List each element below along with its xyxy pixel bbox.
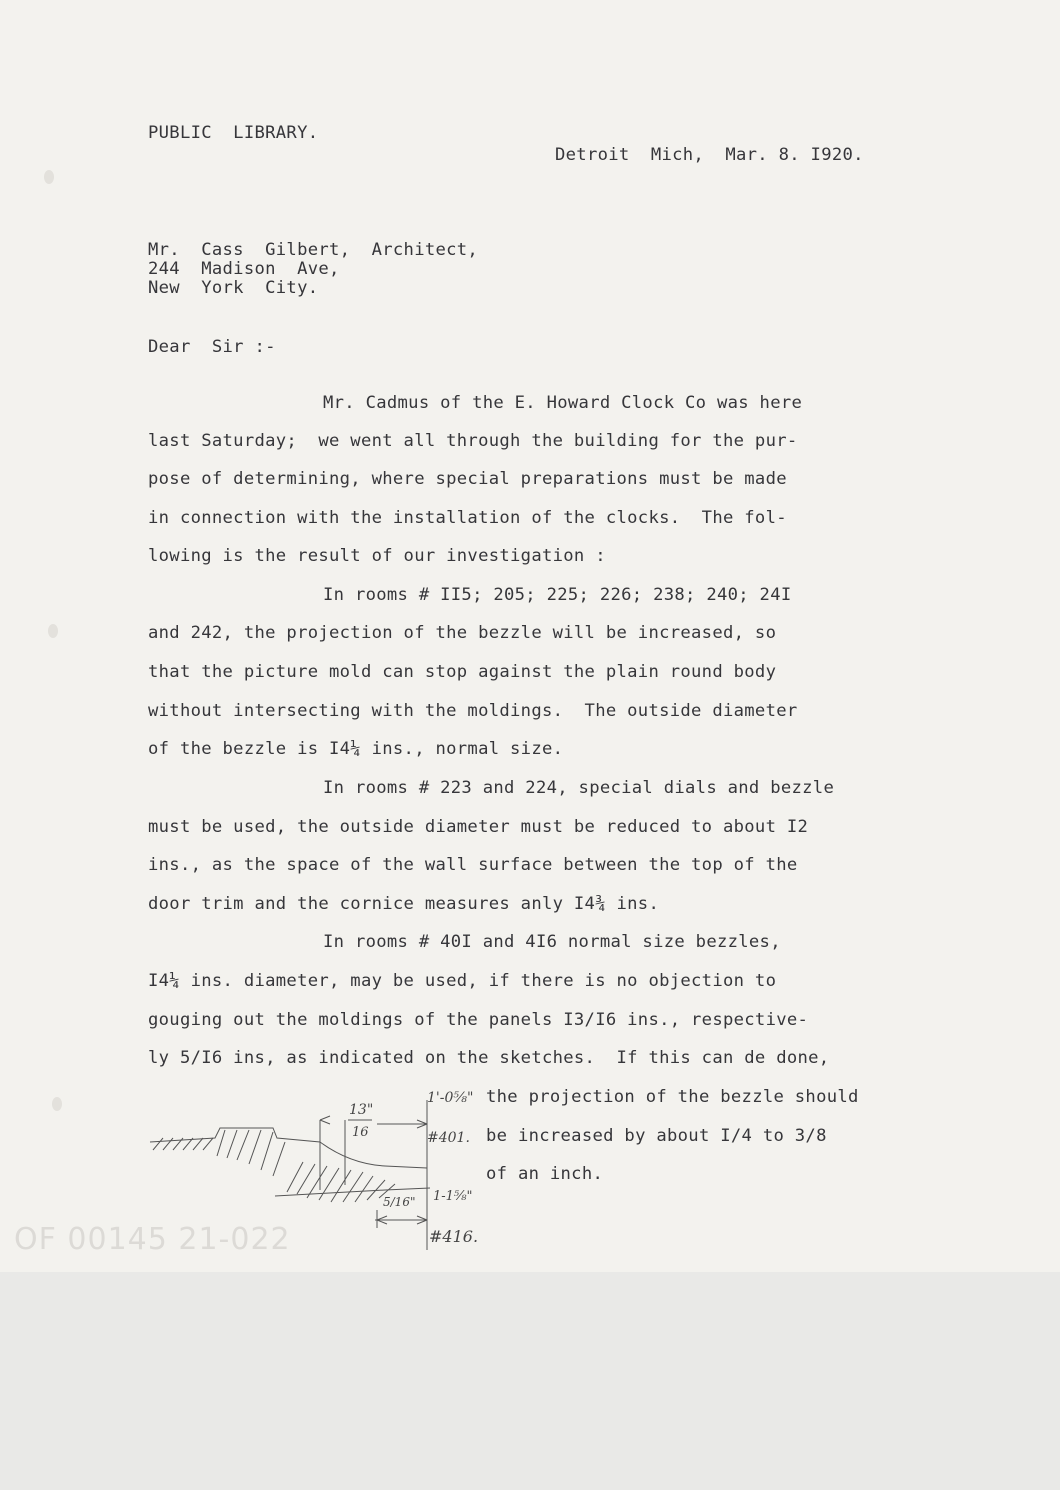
- address-line: 244 Madison Ave,: [148, 259, 340, 279]
- body-line: be increased by about I/4 to 3/8: [486, 1126, 827, 1146]
- punch-hole-mark: [52, 1097, 62, 1111]
- punch-hole-mark: [48, 624, 58, 638]
- sketch-annotation: 13": [349, 1102, 374, 1118]
- body-line: the projection of the bezzle should: [486, 1087, 859, 1107]
- body-line: in connection with the installation of the clocks. The fol-: [148, 508, 787, 528]
- punch-hole-mark: [44, 170, 54, 184]
- archive-stamp: OF 00145 21-022: [14, 1222, 291, 1257]
- sketch-annotation: 16: [352, 1125, 369, 1140]
- body-line: I4¼ ins. diameter, may be used, if there is no objection to: [148, 971, 777, 991]
- sketch-annotation: 1'-0⅝": [427, 1090, 474, 1106]
- letterhead: PUBLIC LIBRARY.: [148, 123, 319, 143]
- body-line: ly 5/I6 ins, as indicated on the sketches. If this can de done,: [148, 1048, 830, 1068]
- body-line: ins., as the space of the wall surface between the top of the: [148, 855, 798, 875]
- body-line: lowing is the result of our investigation :: [148, 546, 606, 566]
- address-line: Mr. Cass Gilbert, Architect,: [148, 240, 479, 260]
- sketch-annotation: #416.: [429, 1227, 479, 1246]
- body-line: and 242, the projection of the bezzle will be increased, so: [148, 623, 777, 643]
- body-line: In rooms # 223 and 224, special dials and bezzle: [323, 778, 835, 798]
- body-line: of an inch.: [486, 1164, 604, 1184]
- scan-background: [0, 1272, 1060, 1490]
- body-line: In rooms # 40I and 4I6 normal size bezzles,: [323, 932, 781, 952]
- body-line: must be used, the outside diameter must be reduced to about I2: [148, 817, 809, 837]
- address-line: New York City.: [148, 278, 319, 298]
- body-line: without intersecting with the moldings. The outside diameter: [148, 701, 798, 721]
- salutation: Dear Sir :-: [148, 337, 276, 357]
- body-line: of the bezzle is I4¼ ins., normal size.: [148, 739, 564, 759]
- body-line: gouging out the moldings of the panels I3/I6 ins., respective-: [148, 1010, 809, 1030]
- sketch-annotation: #401.: [427, 1130, 470, 1146]
- sketch-annotation: 1-1⅝": [433, 1189, 473, 1204]
- body-line: that the picture mold can stop against the plain round body: [148, 662, 777, 682]
- sketch-annotation: 5/16": [383, 1195, 416, 1209]
- dateline: Detroit Mich, Mar. 8. I920.: [555, 145, 864, 165]
- body-line: Mr. Cadmus of the E. Howard Clock Co was here: [323, 393, 803, 413]
- body-line: pose of determining, where special preparations must be made: [148, 469, 787, 489]
- body-line: In rooms # II5; 205; 225; 226; 238; 240; 24I: [323, 585, 792, 605]
- body-line: last Saturday; we went all through the building for the pur-: [148, 431, 798, 451]
- body-line: door trim and the cornice measures anly I4¾ ins.: [148, 894, 660, 914]
